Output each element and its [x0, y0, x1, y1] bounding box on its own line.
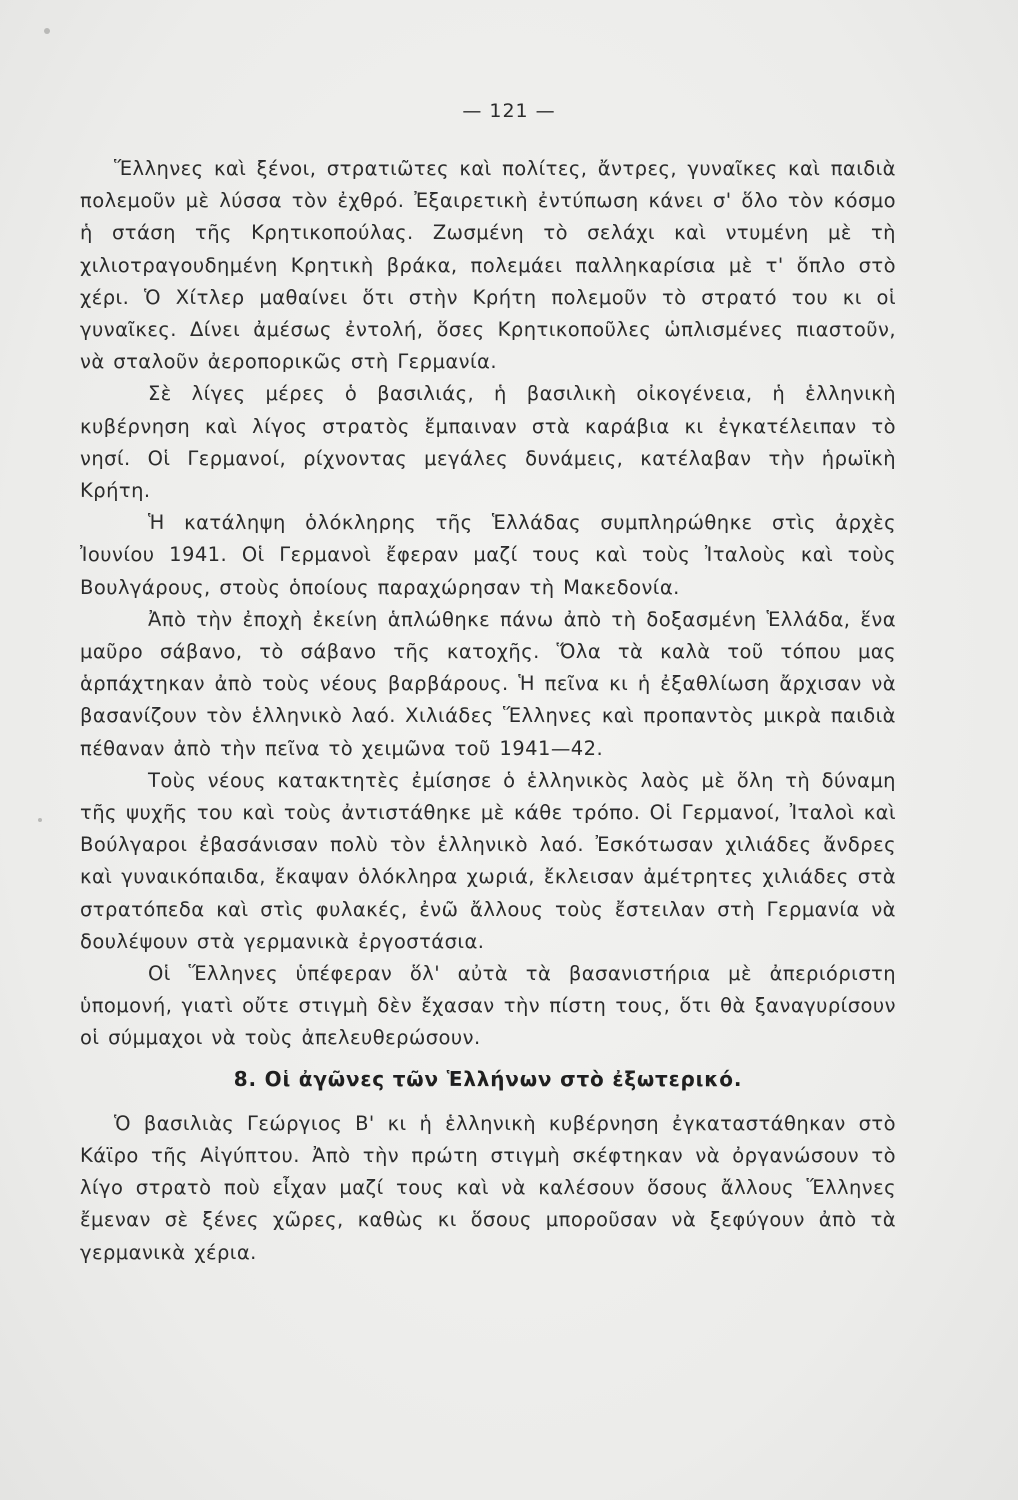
section-heading: 8. Οἱ ἀγῶνες τῶν Ἑλλήνων στὸ ἐξωτερικό.: [233, 1066, 743, 1091]
scan-speck: [44, 28, 50, 34]
body-paragraph: Ἕλληνες καὶ ξένοι, στρατιῶτες καὶ πολίτες, ἄντρες, γυναῖκες καὶ παιδιὰ πολεμοῦν μὲ λύσσα τὸν ἐχθρό. Ἐξαιρετικὴ ἐντύπωση κάνει σ' ὅλο τὸν κόσμο ἡ στάση τῆς Κρητικοπούλας. Ζωσμένη τὸ σελάχι καὶ ντυμένη μὲ τὴ χιλιοτραγουδημένη Κρητικὴ βράκα, πολεμάει παλληκαρίσια μὲ τ' ὅπλο στὸ χέρι. Ὁ Χίτλερ μαθαίνει ὅτι στὴν Κρήτη πολεμοῦν τὸ στρατό του κι οἱ γυναῖκες. Δίνει ἀμέσως ἐντολή, ὅσες Κρητικοποῦλες ὡπλισμένες πιαστοῦν, νὰ σταλοῦν ἀεροπορικῶς στὴ Γερμανία.: [80, 157, 896, 374]
body-paragraph: Τοὺς νέους κατακτητὲς ἐμίσησε ὁ ἑλληνικὸς λαὸς μὲ ὅλη τὴ δύναμη τῆς ψυχῆς του καὶ τοὺς ἀντιστάθηκε μὲ κάθε τρόπο. Οἱ Γερμανοί, Ἰταλοὶ καὶ Βούλγαροι ἐβασάνισαν πολὺ τὸν ἑλληνικὸ λαό. Ἐσκότωσαν χιλιάδες ἄνδρες καὶ γυναικόπαιδα, ἔκαψαν ὁλόκληρα χωριά, ἔκλεισαν ἀμέτρητες χιλιάδες στὰ στρατόπεδα καὶ στὶς φυλακές, ἐνῶ ἄλλους τοὺς ἔστειλαν στὴ Γερμανία νὰ δουλέψουν στὰ γερμανικὰ ἐργοστάσια.: [80, 768, 896, 953]
page-number: — 121 —: [462, 100, 556, 122]
body-paragraph: Ἀπὸ τὴν ἐποχὴ ἐκείνη ἁπλώθηκε πάνω ἀπὸ τὴ δοξασμένη Ἑλλάδα, ἕνα μαῦρο σάβανο, τὸ σάβανο τῆς κατοχῆς. Ὅλα τὰ καλὰ τοῦ τόπου μας ἁρπάχτηκαν ἀπὸ τοὺς νέους βαρβάρους. Ἡ πεῖνα κι ἡ ἐξαθλίωση ἄρχισαν νὰ βασανίζουν τὸν ἑλληνικὸ λαό. Χιλιάδες Ἕλληνες καὶ προπαντὸς μικρὰ παιδιὰ πέθαναν ἀπὸ τὴν πεῖνα τὸ χειμῶνα τοῦ 1941—42.: [80, 607, 896, 760]
body-paragraph: Σὲ λίγες μέρες ὁ βασιλιάς, ἡ βασιλικὴ οἰκογένεια, ἡ ἑλληνικὴ κυβέρνηση καὶ λίγος στρατὸς ἔμπαιναν στὰ καράβια κι ἐγκατέλειπαν τὸ νησί. Οἱ Γερμανοί, ρίχνοντας μεγάλες δυνάμεις, κατέλαβαν τὴν ἡρωϊκὴ Κρήτη.: [80, 382, 896, 503]
body-paragraph: Οἱ Ἕλληνες ὑπέφεραν ὅλ' αὐτὰ τὰ βασανιστήρια μὲ ἀπεριόριστη ὑπομονή, γιατὶ οὔτε στιγμὴ δὲν ἔχασαν τὴν πίστη τους, ὅτι θὰ ξαναγυρίσουν οἱ σύμμαχοι νὰ τοὺς ἀπελευθερώσουν.: [80, 962, 896, 1050]
section-paragraph: Ὁ βασιλιὰς Γεώργιος Β' κι ἡ ἑλληνικὴ κυβέρνηση ἐγκαταστάθηκαν στὸ Κάϊρο τῆς Αἰγύπτου. Ἀπὸ τὴν πρώτη στιγμὴ σκέφτηκαν νὰ ὀργανώσουν τὸ λίγο στρατὸ ποὺ εἶχαν μαζί τους καὶ νὰ καλέσουν ὅσους ἄλλους Ἕλληνες ἔμεναν σὲ ξένες χῶρες, καθὼς κι ὅσους μποροῦσαν νὰ ξεφύγουν ἀπὸ τὰ γερμανικὰ χέρια.: [80, 1111, 896, 1264]
page-body: [80, 153, 896, 1269]
scan-speck: [38, 818, 42, 822]
body-paragraph: Ἡ κατάληψη ὁλόκληρης τῆς Ἑλλάδας συμπληρώθηκε στὶς ἀρχὲς Ἰουνίου 1941. Οἱ Γερμανοὶ ἔφεραν μαζί τους καὶ τοὺς Ἰταλοὺς καὶ τοὺς Βουλγάρους, στοὺς ὁποίους παραχώρησαν τὴ Μακεδονία.: [80, 511, 896, 599]
